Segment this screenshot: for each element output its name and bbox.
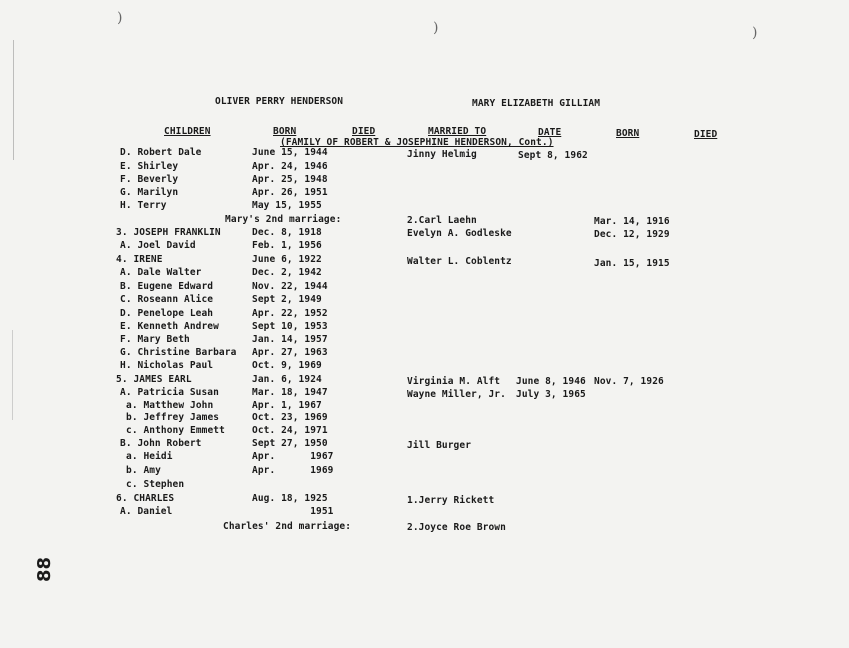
paren-mark: ) bbox=[433, 20, 439, 36]
child-born: Oct. 9, 1969 bbox=[252, 360, 322, 371]
child-born: Apr. 26, 1951 bbox=[252, 187, 328, 198]
child-born: Jan. 6, 1924 bbox=[252, 374, 322, 385]
spouse-name: Virginia M. Alft bbox=[407, 376, 501, 387]
col-date: DATE bbox=[538, 127, 562, 138]
child-name: D. Robert Dale bbox=[120, 147, 202, 158]
page-number: 88 bbox=[34, 556, 55, 582]
child-name: G. Christine Barbara bbox=[120, 347, 237, 358]
grandchild-name: b. Amy bbox=[126, 465, 161, 476]
child-name: D. Penelope Leah bbox=[120, 308, 214, 319]
child-born: Apr. 25, 1948 bbox=[252, 174, 328, 185]
col-died-spouse: DIED bbox=[694, 129, 718, 140]
child-name: 5. JAMES EARL bbox=[116, 374, 192, 385]
child-name: 4. IRENE bbox=[116, 254, 163, 265]
child-name: B. John Robert bbox=[120, 438, 202, 449]
grandchild-name: c. Anthony Emmett bbox=[126, 425, 225, 436]
spouse-name: Jinny Helmig bbox=[407, 149, 477, 160]
child-born: Oct. 24, 1971 bbox=[252, 425, 328, 436]
spouse-born: Dec. 12, 1929 bbox=[594, 229, 670, 240]
col-children: CHILDREN bbox=[164, 126, 211, 137]
child-born: Apr. 1, 1967 bbox=[252, 400, 322, 411]
col-born-spouse: BORN bbox=[616, 128, 640, 139]
wife-name: MARY ELIZABETH GILLIAM bbox=[472, 98, 601, 109]
child-name: A. Patricia Susan bbox=[120, 387, 219, 398]
child-born: Sept 10, 1953 bbox=[252, 321, 328, 332]
grandchild-name: c. Stephen bbox=[126, 479, 185, 490]
husband-name: OLIVER PERRY HENDERSON bbox=[215, 96, 344, 107]
child-name: F. Beverly bbox=[120, 174, 179, 185]
child-name: 3. JOSEPH FRANKLIN bbox=[116, 227, 221, 238]
spouse-name: Jill Burger bbox=[407, 440, 472, 451]
child-born: Dec. 2, 1942 bbox=[252, 267, 322, 278]
paren-mark: ) bbox=[117, 10, 123, 26]
child-name: A. Dale Walter bbox=[120, 267, 202, 278]
spouse-born: Nov. 7, 1926 bbox=[594, 376, 664, 387]
child-born: Jan. 14, 1957 bbox=[252, 334, 328, 345]
grandchild-name: a. Heidi bbox=[126, 451, 173, 462]
spouse-born: Jan. 15, 1915 bbox=[594, 258, 670, 269]
child-born: June 15, 1944 bbox=[252, 147, 328, 158]
spouse-name: 2.Carl Laehn bbox=[407, 215, 477, 226]
child-born: Mar. 18, 1947 bbox=[252, 387, 328, 398]
col-died: DIED bbox=[352, 126, 376, 137]
spouse-name: Wayne Miller, Jr. bbox=[407, 389, 506, 400]
child-born: Feb. 1, 1956 bbox=[252, 240, 322, 251]
col-born: BORN bbox=[273, 126, 297, 137]
spouse-name: 2.Joyce Roe Brown bbox=[407, 522, 506, 533]
child-born: Sept 27, 1950 bbox=[252, 438, 328, 449]
left-margin-line-lower bbox=[12, 330, 13, 420]
child-born: Apr. 24, 1946 bbox=[252, 161, 328, 172]
child-born: Apr. 1969 bbox=[252, 465, 334, 476]
child-name: E. Shirley bbox=[120, 161, 179, 172]
child-name: H. Terry bbox=[120, 200, 167, 211]
paren-mark: ) bbox=[752, 25, 758, 41]
child-name: F. Mary Beth bbox=[120, 334, 190, 345]
spouse-name: Walter L. Coblentz bbox=[407, 256, 512, 267]
child-born: June 6, 1922 bbox=[252, 254, 322, 265]
col-married-to: MARRIED TO bbox=[428, 126, 487, 137]
child-name: B. Eugene Edward bbox=[120, 281, 214, 292]
child-born: Apr. 27, 1963 bbox=[252, 347, 328, 358]
marriage-note: Charles' 2nd marriage: bbox=[223, 521, 352, 532]
child-name: A. Daniel bbox=[120, 506, 173, 517]
child-born: Oct. 23, 1969 bbox=[252, 412, 328, 423]
child-born: Sept 2, 1949 bbox=[252, 294, 322, 305]
grandchild-name: b. Jeffrey James bbox=[126, 412, 220, 423]
child-name: H. Nicholas Paul bbox=[120, 360, 214, 371]
child-name: C. Roseann Alice bbox=[120, 294, 214, 305]
marriage-note: Mary's 2nd marriage: bbox=[225, 214, 342, 225]
child-born: Nov. 22, 1944 bbox=[252, 281, 328, 292]
grandchild-name: a. Matthew John bbox=[126, 400, 214, 411]
child-name: 6. CHARLES bbox=[116, 493, 175, 504]
spouse-name: 1.Jerry Rickett bbox=[407, 495, 495, 506]
child-name: A. Joel David bbox=[120, 240, 196, 251]
child-born: 1951 bbox=[252, 506, 334, 517]
spouse-name: Evelyn A. Godleske bbox=[407, 228, 512, 239]
child-born: Apr. 22, 1952 bbox=[252, 308, 328, 319]
spouse-born: Mar. 14, 1916 bbox=[594, 216, 670, 227]
left-margin-line bbox=[13, 40, 14, 160]
child-born: Dec. 8, 1918 bbox=[252, 227, 322, 238]
marriage-date: Sept 8, 1962 bbox=[518, 150, 588, 161]
child-born: Apr. 1967 bbox=[252, 451, 334, 462]
child-born: May 15, 1955 bbox=[252, 200, 322, 211]
marriage-date: June 8, 1946 bbox=[516, 376, 586, 387]
child-name: E. Kenneth Andrew bbox=[120, 321, 219, 332]
family-note: (FAMILY OF ROBERT & JOSEPHINE HENDERSON, Cont.) bbox=[280, 137, 554, 148]
child-name: G. Marilyn bbox=[120, 187, 179, 198]
child-born: Aug. 18, 1925 bbox=[252, 493, 328, 504]
marriage-date: July 3, 1965 bbox=[516, 389, 586, 400]
